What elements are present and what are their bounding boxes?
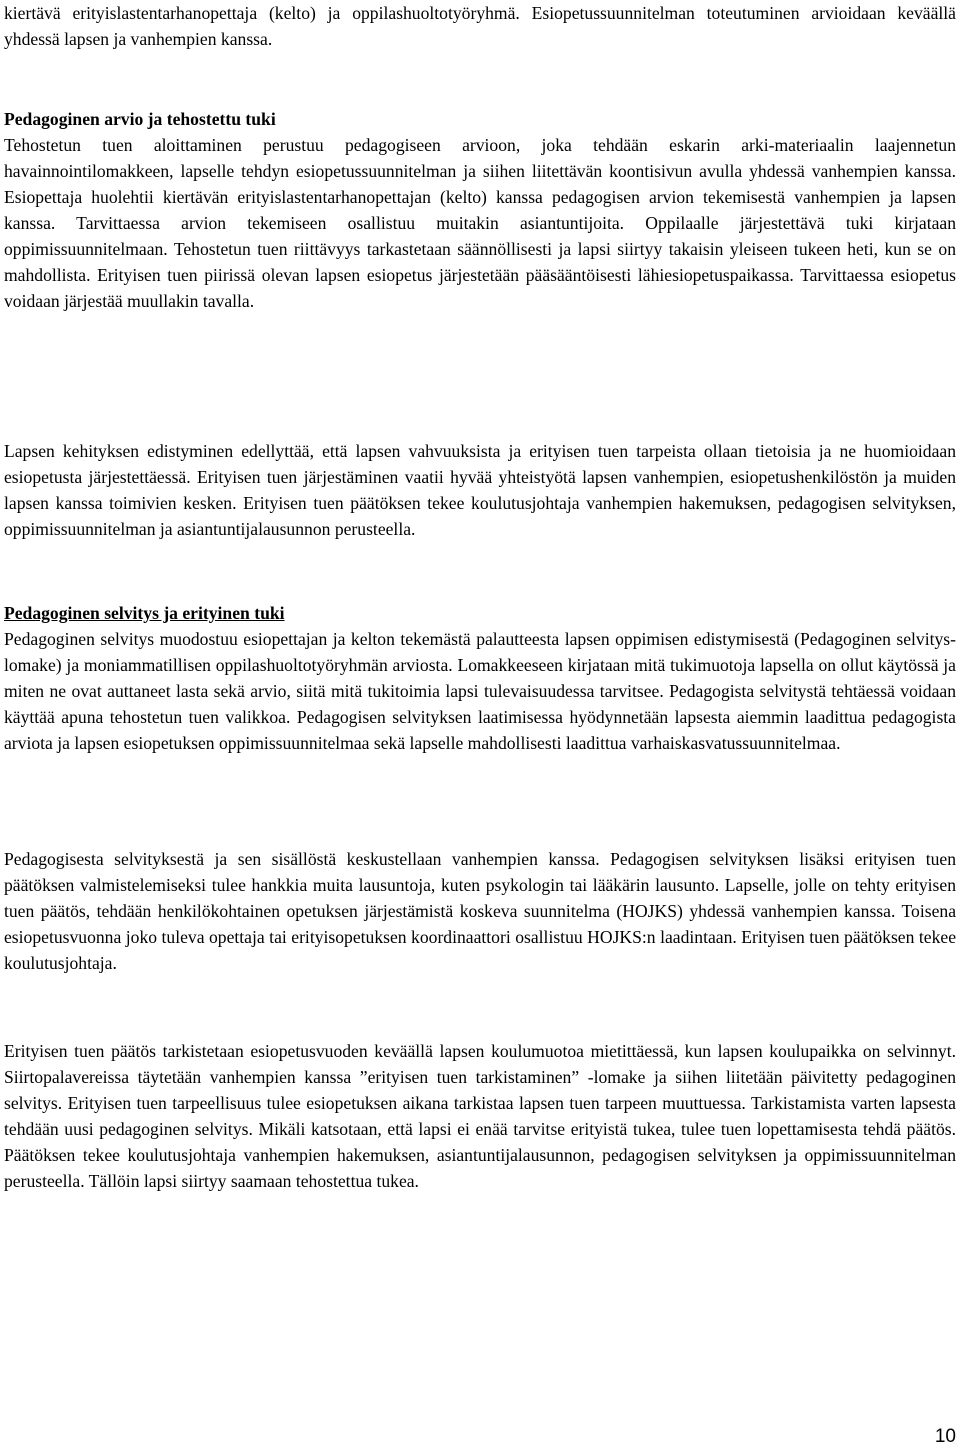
section-heading: Pedagoginen selvitys ja erityinen tuki — [4, 603, 285, 623]
intro-paragraph-block — [4, 0, 956, 52]
page-number: 10 — [934, 1426, 956, 1447]
section1-paragraph-2-block — [4, 438, 956, 542]
intro-paragraph: kiertävä erityislastentarhanopettaja (kelto) ja oppilashuoltotyöryhmä. Esiopetussuunnitelman toteutuminen arvioidaan keväällä yhdessä lapsen ja vanhempien kanssa. — [4, 3, 956, 49]
section-pedagoginen-arvio — [4, 106, 956, 314]
paragraph: Pedagogisesta selvityksestä ja sen sisällöstä keskustellaan vanhempien kanssa. Pedagogisen selvityksen lisäksi erityisen tuen päätöksen valmistelemiseksi tulee hankkia muita lausuntoja, kuten psykologin tai lääkärin lausunto. Lapselle, jolle on tehty erityisen tuen päätös, tehdään henkilökohtainen opetuksen järjestämistä koskeva suunnitelma (HOJKS) yhdessä vanhempien kanssa. Toisena esiopetusvuonna joko tuleva opettaja tai erityisopetuksen koordinaattori osallistuu HOJKS:n laadintaan. Erityisen tuen päätöksen tekee koulutusjohtaja. — [4, 849, 956, 973]
section2-paragraph-2-block — [4, 846, 956, 976]
paragraph: Erityisen tuen päätös tarkistetaan esiopetusvuoden keväällä lapsen koulumuotoa mietittäessä, kun lapsen koulupaikka on selvinnyt. Siirtopalavereissa täytetään vanhempien kanssa ”erityisen tuen tarkistaminen” -lomake ja siihen liitetään päivitetty pedagoginen selvitys. Erityisen tuen tarpeellisuus tulee esiopetuksen aikana tarkistaa lapsen tuen tarpeen muuttuessa. Tarkistamista varten lapsesta tehdään uusi pedagoginen selvitys. Mikäli katsotaan, että lapsi ei enää tarvitse erityistä tukea, tulee tuen lopettamisesta tehdä päätös. Päätöksen tekee koulutusjohtaja vanhempien hakemuksen, asiantuntijalausunnon, pedagogisen selvityksen ja oppimissuunnitelman perusteella. Tällöin lapsi siirtyy saamaan tehostettua tukea. — [4, 1041, 956, 1191]
section2-paragraph-3-block — [4, 1038, 956, 1194]
paragraph: Lapsen kehityksen edistyminen edellyttää, että lapsen vahvuuksista ja erityisen tuen tarpeista ollaan tietoisia ja ne huomioidaan esiopetusta järjestettäessä. Erityisen tuen järjestäminen vaatii hyvää yhteistyötä lapsen vanhempien, esiopetushenkilöstön ja muiden lapsen kanssa toimivien kesken. Erityisen tuen päätöksen tekee koulutusjohtaja vanhempien hakemuksen, pedagogisen selvityksen, oppimissuunnitelman ja asiantuntijalausunnon perusteella. — [4, 441, 956, 539]
section-heading: Pedagoginen arvio ja tehostettu tuki — [4, 109, 276, 129]
paragraph: Tehostetun tuen aloittaminen perustuu pedagogiseen arvioon, joka tehdään eskarin arki-materiaalin laajennetun havainnointilomakkeen, lapselle tehdyn esiopetussuunnitelman ja siihen liitettävän koontisivun avulla yhdessä vanhempien kanssa. Esiopettaja huolehtii kiertävän erityislastentarhanopettajan (kelto) kanssa pedagogisen arvion tekemisestä vanhempien ja lapsen kanssa. Tarvittaessa arvion tekemiseen osallistuu muitakin asiantuntijoita. Oppilaalle järjestettävä tuki kirjataan oppimissuunnitelmaan. Tehostetun tuen riittävyys tarkastetaan säännöllisesti ja lapsi siirtyy takaisin yleiseen tukeen heti, kun se on mahdollista. Erityisen tuen piirissä olevan lapsen esiopetus järjestetään pääsääntöisesti lähiesiopetuspaikassa. Tarvittaessa esiopetus voidaan järjestää muullakin tavalla. — [4, 135, 956, 311]
section-pedagoginen-selvitys — [4, 600, 956, 756]
paragraph: Pedagoginen selvitys muodostuu esiopettajan ja kelton tekemästä palautteesta lapsen oppimisen edistymisestä (Pedagoginen selvitys-lomake) ja moniammatillisen oppilashuoltotyöryhmän arviosta. Lomakkeeseen kirjataan mitä tukimuotoja lapsella on ollut käytössä ja miten ne ovat auttaneet lasta sekä arvio, siitä mitä tukitoimia lapsi tulevaisuudessa tarvitsee. Pedagogista selvitystä tehtäessä voidaan käyttää apuna tehostetun tuen valikkoa. Pedagogisen selvityksen laatimisessa hyödynnetään lapsesta aiemmin laadittua pedagogista arviota ja lapsen esiopetuksen oppimissuunnitelmaa sekä lapselle mahdollisesti laadittua varhaiskasvatussuunnitelmaa. — [4, 629, 956, 753]
